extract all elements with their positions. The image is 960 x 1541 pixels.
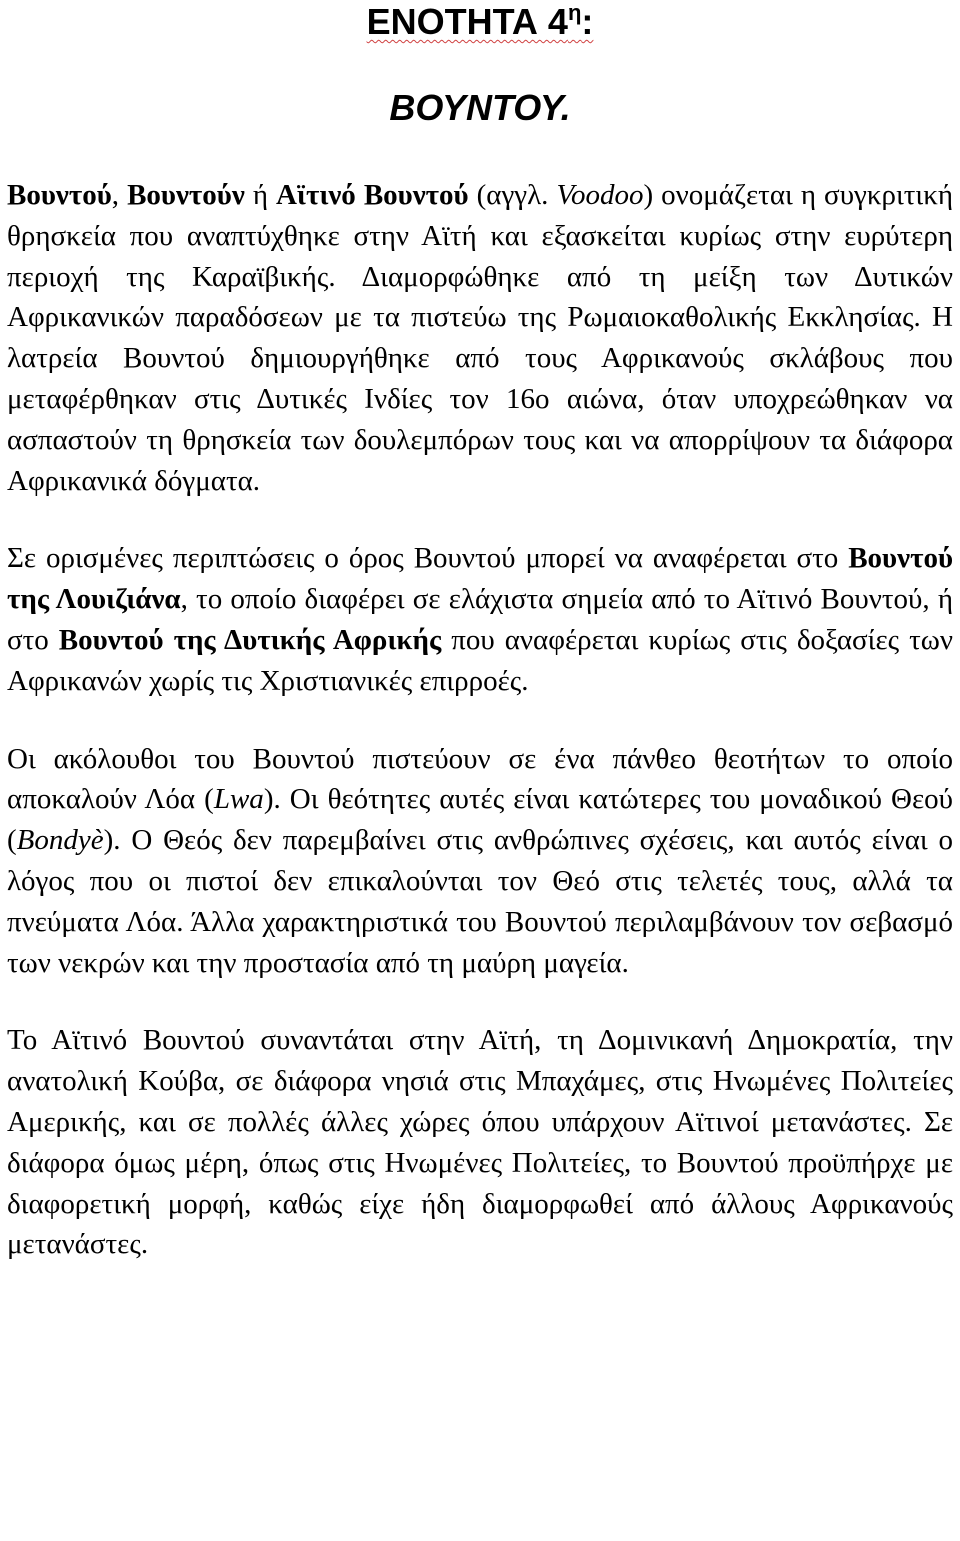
text-run: ) ονομάζεται η συγκριτική θρησκεία που αναπτύχθηκε στην Αϊτή και εξασκείται κυρίως στην ευρύτερη περιοχή της Καραϊβικής. Διαμορφώθηκε από τη μείξη των Δυτικών Αφρικανικών παραδόσεων με τα πιστεύω της Ρωμαιοκαθολικής Εκκλησίας. Η λατρεία Βουντού δημιουργήθηκε από τους Αφρικανούς σκλάβους που μεταφέρθηκαν στις Δυτικές Ινδίες τον 16ο αιώνα, όταν υποχρεώθηκαν να ασπαστούν τη θρησκεία των δουλεμπόρων τους και να απορρίψουν τα διάφορα Αφρικανικά δόγματα. [7,179,953,497]
term-voodoun: Βουντούν [127,179,245,211]
paragraph-geography [7,1020,953,1265]
text-run: , το οποίο διαφέρει σε ελάχιστα σημεία από το Αϊτινό Βουντού, ή στο [7,583,953,656]
term-bondye: Bondyè [16,824,104,857]
text-run: Οι ακόλουθοι του Βουντού πιστεύουν σε ένα πάνθεο θεοτήτων το οποίο αποκαλούν Λόα ( [7,742,953,816]
paragraph-beliefs [7,739,953,984]
term-lwa: Lwa [213,783,264,816]
text-run: ). Οι θεότητες αυτές είναι κατώτερες του μοναδικού Θεού ( [7,783,954,857]
section-title-text [367,1,594,42]
section-title-superscript: η [567,0,582,25]
paragraph-intro [7,175,953,501]
text-run: που αναφέρεται κυρίως στις δοξασίες των Αφρικανών χωρίς τις Χριστιανικές επιρροές. [7,623,953,697]
term-english-voodoo: Voodoo [556,179,644,211]
term-west-african-voodoo: Βουντού της Δυτικής Αφρικής [58,623,442,656]
text-run: , [111,179,128,211]
term-voodoo: Βουντού [7,179,112,211]
text-run: ). Ο Θεός δεν παρεμβαίνει στις ανθρώπινες σχέσεις, και αυτός είναι ο λόγος που οι πιστοί δεν επικαλούνται τον Θεό στις τελετές τους, αλλά τα πνεύματα Λόα. Άλλα χαρακτηριστικά του Βουντού περιλαμβάνουν τον σεβασμό των νεκρών και την προστασία από τη μαύρη μαγεία. [7,824,953,979]
text-run: ή [244,179,277,211]
section-subtitle: ΒΟΥΝΤΟΥ. [389,87,571,128]
section-title [7,0,953,44]
term-haitian-voodoo: Αϊτινό Βουντού [276,179,469,211]
text-run: Σε ορισμένες περιπτώσεις ο όρος Βουντού μπορεί να αναφέρεται στο [7,542,849,575]
document-page [7,0,953,1265]
paragraph-variants [7,538,953,701]
text-run: (αγγλ. [468,179,557,211]
term-louisiana-voodoo: Βουντού της Λουιζιάνα [7,542,953,616]
section-title-colon: : [581,1,594,42]
section-title-label: ΕΝΟΤΗΤΑ 4 [366,1,568,42]
text-run: Το Αϊτινό Βουντού συναντάται στην Αϊτή, τη Δομινικανή Δημοκρατία, την ανατολική Κούβα, σε διάφορα νησιά στις Μπαχάμες, στις Ηνωμένες Πολιτείες Αμερικής, και σε πολλές άλλες χώρες όπου υπάρχουν Αϊτινοί μετανάστες. Σε διάφορα όμως μέρη, όπως στις Ηνωμένες Πολιτείες, το Βουντού προϋπήρχε με διαφορετική μορφή, καθώς είχε ήδη διαμορφωθεί από άλλους Αφρικανούς μετανάστες. [7,1024,953,1261]
